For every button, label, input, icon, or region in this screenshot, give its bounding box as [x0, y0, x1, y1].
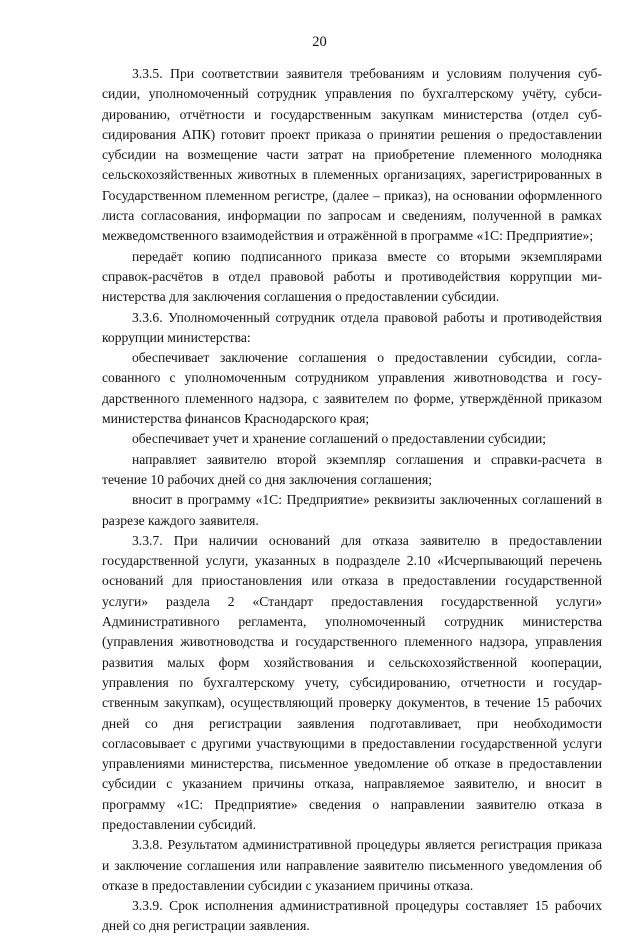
page-number: 20 [312, 34, 327, 50]
paragraph-3-3-6-program: вносит в программу «1С: Предприятие» реквизиты заключенных соглашений в разрезе каждого заявителя. [102, 492, 602, 528]
paragraph-3-3-8: 3.3.8. Результатом административной процедуры является регистрация приказа и заключение соглашения или направление заявителю письменного уведомления об отказе в предоставлении субсидии с указанием причины отказа. [102, 837, 602, 893]
paragraph-3-3-6: 3.3.6. Уполномоченный сотрудник отдела правовой работы и противодействия коррупции министерства: [102, 309, 602, 345]
paragraph-3-3-5: 3.3.5. При соответствии заявителя требованиям и условиям получения субсидии, уполномоченный сотрудник управления по бухгалтерскому учёту, субсидированию, отчётности и государственным закупкам министерства (отдел субсидирования АПК) готовит проект приказа о принятии решения о предоставлении субсидии на возмещение части затрат на приобретение племенного молодняка сельскохозяйственных животных в племенных организациях, зарегистрированных в Государственном племенном регистре, (далее – приказ), на основании оформленного листа согласования, информации по запросам и сведениям, полученной в рамках межведомственного взаимодействия и отражённой в программе «1С: Предприятие»; [102, 66, 602, 244]
paragraph-3-3-6-storage: обеспечивает учет и хранение соглашений о предоставлении субсидии; [132, 431, 547, 447]
paragraph-3-3-7: 3.3.7. При наличии оснований для отказа заявителю в предоставлении государственной услуги, указанных в подразделе 2.10 «Исчерпывающий перечень оснований для приостановления или отказа в предоставлении государственной услуги» раздела 2 «Стандарт предоставления государственной услуги» Административного регламента, уполномоченный сотрудник министерства (управления животноводства и государственного племенного надзора, управления развития малых форм хозяйствования и сельскохозяйственной кооперации, управления по бухгалтерскому учету, субсидированию, отчетности и государственным закупкам), осуществляющий проверку документов, в течение 15 рабочих дней со дня регистрации заявления подготавливает, при необходимости согласовывает с другими участвующими в предоставлении государственной услуги управлениями министерства, письменное уведомление об отказе в предоставлении субсидии с указанием причины отказа, направляемое заявителю, и вносит в программу «1С: Предприятие» сведения о направлении заявителю отказа в предоставлении субсидий. [102, 532, 602, 832]
document-body [102, 64, 602, 937]
paragraph-3-3-5-transfer: передаёт копию подписанного приказа вместе со вторыми экземплярами справок-расчётов в отдел правовой работы и противодействия коррупции министерства для заключения соглашения о предоставлении субсидии. [102, 248, 602, 305]
paragraph-3-3-6-send: направляет заявителю второй экземпляр соглашения и справки-расчета в течение 10 рабочих дней со дня заключения соглашения; [102, 451, 602, 487]
paragraph-3-3-6-agreement: обеспечивает заключение соглашения о предоставлении субсидии, согласованного с уполномоченным сотрудником управления животноводства и государственного племенного надзора, с заявителем по форме, утверждённой приказом министерства финансов Краснодарского края; [102, 350, 602, 427]
paragraph-3-3-9: 3.3.9. Срок исполнения административной процедуры составляет 15 рабочих дней со дня регистрации заявления. [102, 898, 602, 934]
